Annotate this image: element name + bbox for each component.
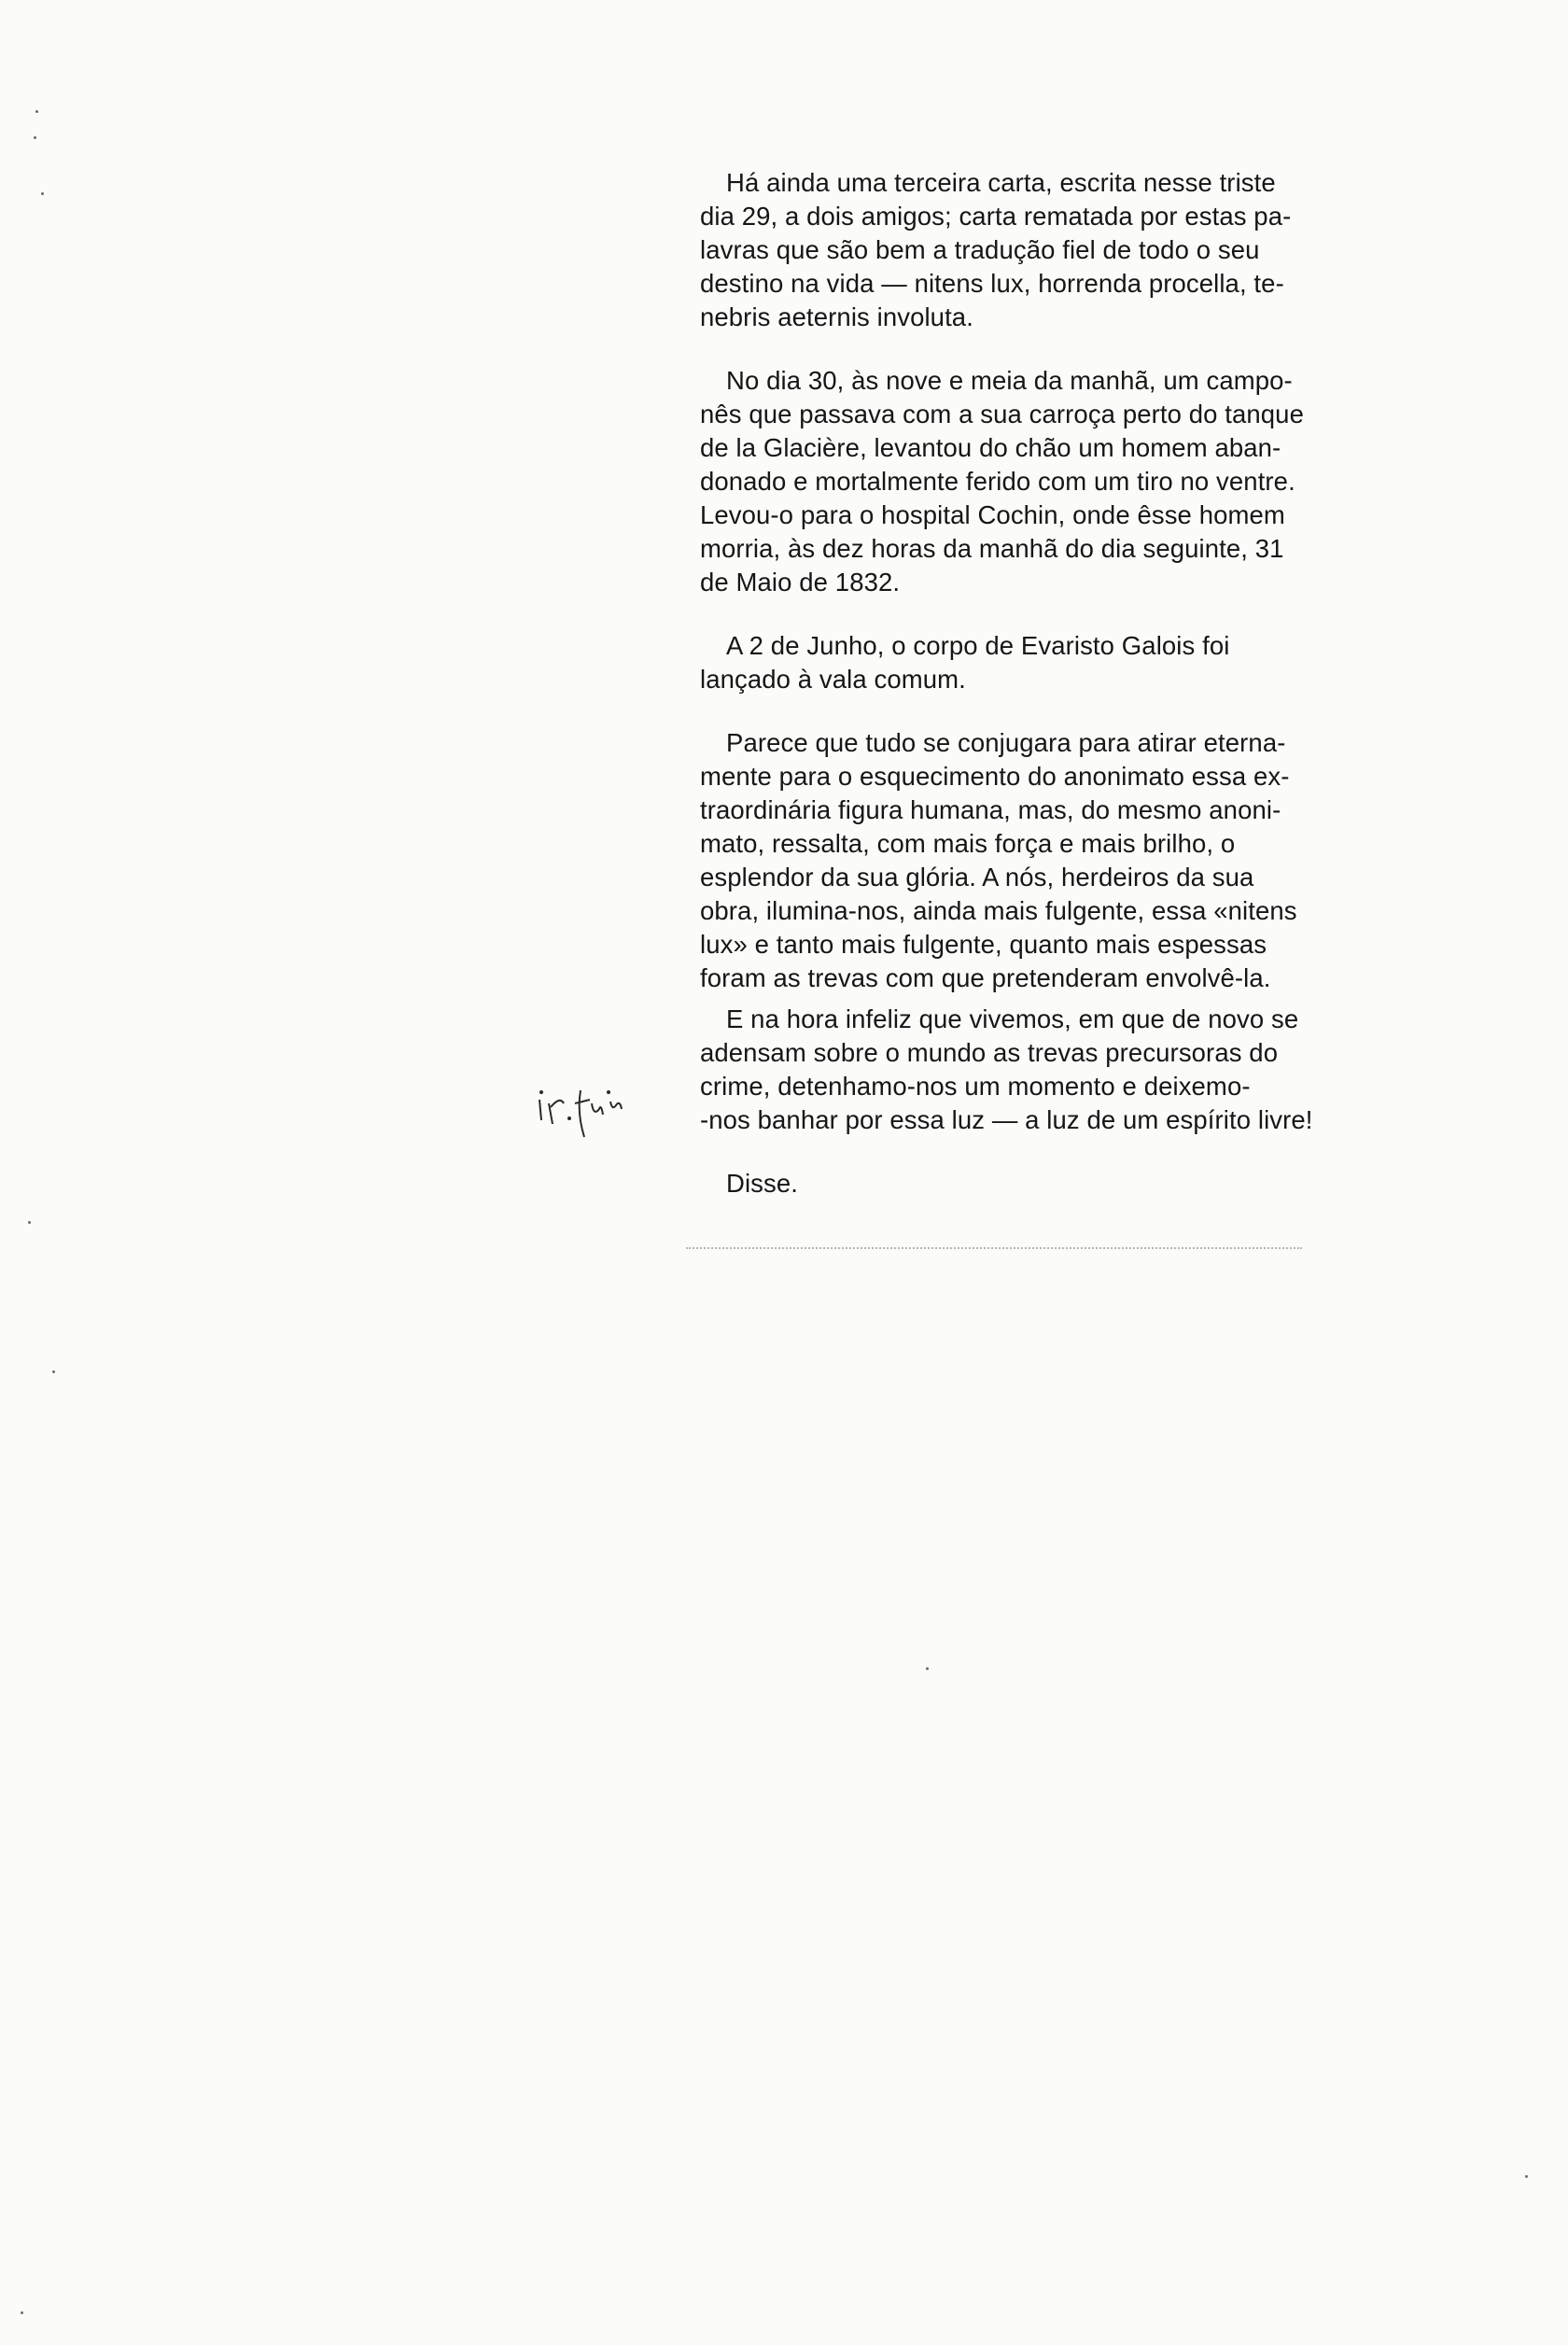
- handwriting-glyph: [532, 1072, 663, 1146]
- text-line: mato, ressalta, com mais força e mais brilho, o: [700, 829, 1236, 858]
- paragraph-2: [700, 364, 1321, 599]
- text-line: foram as trevas com que pretenderam envolvê-la.: [700, 963, 1271, 992]
- scan-speck: [35, 110, 38, 113]
- paragraph-3: [700, 629, 1321, 696]
- text-line: mente para o esquecimento do anonimato essa ex-: [700, 762, 1290, 791]
- paragraph-5: [700, 1003, 1321, 1137]
- text-line: Levou-o para o hospital Cochin, onde êsse homem: [700, 500, 1285, 529]
- text-line: Disse.: [726, 1169, 799, 1198]
- scan-speck: [34, 136, 36, 139]
- text-line: de Maio de 1832.: [700, 568, 901, 597]
- text-line: esplendor da sua glória. A nós, herdeiros da sua: [700, 863, 1254, 892]
- text-line: morria, às dez horas da manhã do dia seguinte, 31: [700, 534, 1284, 563]
- paragraph-4: [700, 726, 1321, 995]
- scan-speck: [28, 1221, 31, 1224]
- text-line: E na hora infeliz que vivemos, em que de novo se: [726, 1004, 1299, 1033]
- scan-speck: [41, 192, 44, 195]
- text-line: lavras que são bem a tradução fiel de todo o seu: [700, 235, 1260, 264]
- scan-speck: [1525, 2175, 1528, 2178]
- text-line: dia 29, a dois amigos; carta rematada por estas pa-: [700, 202, 1292, 231]
- text-line: de la Glacière, levantou do chão um homem aban-: [700, 433, 1281, 462]
- handwritten-margin-note: [532, 1072, 663, 1151]
- text-line: lux» e tanto mais fulgente, quanto mais espessas: [700, 930, 1267, 959]
- text-line: nebris aeternis involuta.: [700, 302, 973, 331]
- text-column: [700, 166, 1321, 1230]
- text-line: lançado à vala comum.: [700, 665, 966, 694]
- text-line: traordinária figura humana, mas, do mesmo anoni-: [700, 795, 1281, 824]
- text-line: Parece que tudo se conjugara para atirar eterna-: [726, 728, 1286, 757]
- text-line: donado e mortalmente ferido com um tiro no ventre.: [700, 467, 1295, 496]
- paragraph-1: [700, 166, 1321, 334]
- text-line: adensam sobre o mundo as trevas precursoras do: [700, 1038, 1279, 1067]
- text-line: nês que passava com a sua carroça perto do tanque: [700, 400, 1304, 428]
- text-line: A 2 de Junho, o corpo de Evaristo Galois foi: [726, 631, 1230, 660]
- text-line: destino na vida — nitens lux, horrenda procella, te-: [700, 269, 1284, 298]
- text-line: crime, detenhamo-nos um momento e deixemo-: [700, 1072, 1251, 1101]
- scan-speck: [52, 1370, 55, 1373]
- text-line: -nos banhar por essa luz — a luz de um espírito livre!: [700, 1105, 1313, 1134]
- paragraph-closing: [700, 1167, 1321, 1201]
- dotted-rule: [686, 1247, 1302, 1251]
- scan-speck: [21, 2311, 23, 2314]
- text-line: obra, ilumina-nos, ainda mais fulgente, essa «nitens: [700, 896, 1297, 925]
- text-line: No dia 30, às nove e meia da manhã, um campo-: [726, 366, 1293, 395]
- text-line: Há ainda uma terceira carta, escrita nesse triste: [726, 168, 1276, 197]
- scan-speck: [926, 1667, 929, 1670]
